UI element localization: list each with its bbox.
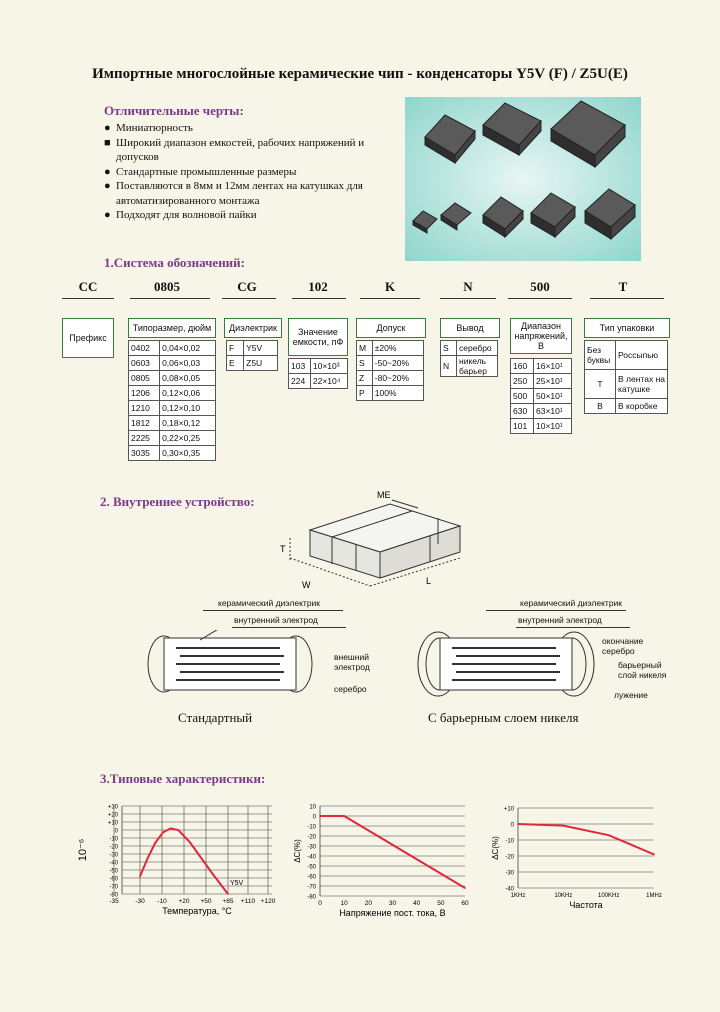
label-dielectric-left: керамический диэлектрик (218, 598, 321, 608)
label-dielectric-right: керамический диэлектрик (520, 598, 623, 608)
features-list (104, 121, 404, 223)
feature-item: ● Стандартные промышленные размеры (104, 165, 297, 178)
dim-t-label: T (280, 544, 286, 554)
code-prefix: CC (78, 279, 98, 294)
x-tick-label: 1KHz (510, 893, 526, 899)
table-row: 0805 0,08×0,05 (129, 371, 216, 386)
y-tick-label: +10 (503, 806, 514, 813)
data-point (212, 873, 214, 875)
x-tick-label: 10KHz (554, 893, 573, 899)
y-tick-label: -50 (109, 868, 118, 875)
data-point (517, 823, 519, 825)
dim-me-label: ME (377, 490, 391, 500)
data-point (189, 841, 191, 843)
data-point (162, 832, 164, 834)
data-point (155, 842, 157, 844)
x-tick-label: 10 (340, 900, 348, 907)
x-tick-label: +120 (260, 898, 276, 905)
feature-item: ● Поставляются в 8мм и 12мм лентах на катушках для автоматизированного монтажа (104, 180, 363, 207)
x-tick-label: 0 (318, 900, 322, 907)
y-tick-label: 0 (114, 828, 118, 835)
table-row: P 100% (357, 386, 424, 401)
separator (590, 298, 664, 299)
dim-l-label: L (426, 576, 432, 586)
leader-line (516, 627, 630, 628)
separator (130, 298, 210, 299)
x-tick-label: -35 (109, 898, 119, 905)
y-tick-label: -40 (109, 860, 118, 867)
x-tick-label: 40 (413, 900, 421, 907)
table-row: Z -80~20% (357, 371, 424, 386)
table-row: 1206 0,12×0,06 (129, 386, 216, 401)
code-packaging: T (618, 279, 628, 294)
y-tick-label: -30 (505, 870, 514, 877)
code-size: 0805 (154, 279, 180, 294)
data-point (653, 854, 655, 856)
table-row: 224 22×10⁴ (289, 374, 348, 389)
x-tick-label: +50 (200, 898, 212, 905)
table-row: F Y5V (227, 341, 278, 356)
code-capacitance: 102 (308, 279, 328, 294)
y-tick-label: -60 (307, 874, 316, 881)
data-point (227, 893, 229, 895)
separator (62, 298, 114, 299)
table-row: T В лентах на катушке (585, 370, 668, 399)
table-row: Без буквы Россыпью (585, 341, 668, 370)
data-point (464, 887, 466, 889)
header-size: Типоразмер, дюйм (128, 318, 216, 338)
y-tick-label: -80 (307, 894, 316, 901)
y-tick-label: +20 (107, 812, 118, 819)
section3-heading: 3.Типовые характеристики: (100, 771, 266, 786)
separator (292, 298, 346, 299)
data-point (608, 834, 610, 836)
x-axis-label: Температура, °C (162, 906, 232, 916)
table-row: 2225 0,22×0,25 (129, 431, 216, 446)
standard-cross-section (140, 630, 320, 702)
table-row: B В коробке (585, 399, 668, 414)
data-point (147, 857, 149, 859)
size-table (128, 340, 216, 461)
label-electrode-left: внутренний электрод (234, 615, 318, 625)
data-point (343, 815, 345, 817)
x-tick-label: 100KHz (597, 893, 620, 899)
x-tick-label: 1MHz (646, 893, 662, 899)
y-tick-label: -50 (307, 864, 316, 871)
data-series-line (320, 816, 465, 888)
dim-w-label: W (302, 580, 311, 590)
page-title: Импортные многослойные керамические чип - конденсаторы Y5V (F) / Z5U(E) (92, 66, 628, 82)
termination-table (440, 340, 498, 377)
series-label-y5v: Y5V (230, 880, 244, 887)
y-tick-label: -70 (109, 884, 118, 891)
table-row: S серебро (441, 341, 498, 356)
caption-nickel: С барьерным слоем никеля (428, 710, 579, 725)
x-tick-label: +110 (240, 898, 256, 905)
chart-temperature (72, 796, 292, 926)
separator (360, 298, 420, 299)
section1-heading: 1.Система обозначений: (104, 255, 245, 270)
label-silver-left: серебро (334, 684, 367, 694)
x-tick-label: 50 (437, 900, 445, 907)
y-tick-label: -10 (505, 838, 514, 845)
separator (222, 298, 276, 299)
data-point (139, 876, 141, 878)
label-barrier-right: барьерный слой никеля (618, 660, 667, 680)
y-tick-label: -70 (307, 884, 316, 891)
y-tick-label: -20 (505, 854, 514, 861)
table-row: 630 63×10¹ (511, 404, 572, 419)
label-electrode-right: внутренний электрод (518, 615, 602, 625)
code-voltage: 500 (530, 279, 550, 294)
data-point (177, 829, 179, 831)
y-tick-label: -20 (307, 834, 316, 841)
header-dielectric: Диэлектрик (224, 318, 282, 338)
packaging-table (584, 340, 668, 414)
header-termination: Вывод (440, 318, 500, 338)
data-point (563, 825, 565, 827)
y-axis-label: ΔC(%) (491, 836, 500, 860)
data-point (319, 815, 321, 817)
capacitors-photo (405, 97, 641, 261)
x-tick-label: 30 (388, 900, 397, 907)
x-tick-label: +20 (178, 898, 190, 905)
table-row: 101 10×10¹ (511, 419, 572, 434)
x-axis-label: Напряжение пост. тока, В (339, 908, 446, 918)
header-voltage: Диапазон напряжений, В (510, 318, 572, 354)
data-point (170, 828, 172, 830)
table-row: 1812 0,18×0,12 (129, 416, 216, 431)
x-tick-label: -30 (135, 898, 145, 905)
chart-voltage (290, 796, 480, 926)
x-tick-label: +85 (222, 898, 234, 905)
chip-dimension-diagram (270, 488, 490, 600)
table-row: 1210 0,12×0,10 (129, 401, 216, 416)
chart-frequency (486, 796, 666, 926)
y-tick-label: +10 (107, 820, 118, 827)
y-tick-label: -30 (109, 852, 118, 859)
y-tick-label: 10 (309, 804, 316, 811)
x-axis-label: Частота (569, 900, 603, 910)
feature-item: ● Миниатюрность (104, 122, 193, 134)
y-tick-label: +30 (107, 804, 118, 811)
code-tolerance: K (384, 279, 396, 294)
y-tick-label: -40 (307, 854, 316, 861)
x-tick-label: -10 (157, 898, 167, 905)
x-tick-label: 20 (364, 900, 372, 907)
table-row: M ±20% (357, 341, 424, 356)
y-tick-label: -10 (307, 824, 316, 831)
feature-item: ■ Широкий диапазон емкостей, рабочих напряжений и допусков (104, 136, 365, 163)
dielectric-table (226, 340, 278, 371)
leader-line (486, 610, 626, 611)
leader-line (232, 627, 346, 628)
header-packaging: Тип упаковки (584, 318, 670, 338)
table-row: 103 10×10³ (289, 359, 348, 374)
table-row: 0402 0,04×0,02 (129, 341, 216, 356)
x-tick-label: 60 (461, 900, 469, 907)
table-row: 250 25×10¹ (511, 374, 572, 389)
table-row: 500 50×10¹ (511, 389, 572, 404)
code-termination: N (463, 279, 473, 294)
section2-heading: 2. Внутреннее устройство: (100, 494, 255, 509)
header-prefix: Префикс (62, 318, 114, 358)
header-tolerance: Допуск (356, 318, 426, 338)
y-tick-label: -30 (307, 844, 316, 851)
y-tick-label: -40 (505, 886, 514, 893)
data-series-line (518, 824, 654, 854)
separator (440, 298, 496, 299)
data-point (200, 857, 202, 859)
table-row: 0603 0,06×0,03 (129, 356, 216, 371)
nickel-barrier-cross-section (414, 628, 600, 704)
y-axis-label: ΔC(%) (293, 839, 302, 863)
y-tick-label: -10 (109, 836, 118, 843)
capacitance-table (288, 358, 348, 389)
table-row: 160 16×10¹ (511, 359, 572, 374)
table-row: 3035 0,30×0,35 (129, 446, 216, 461)
features-heading: Отличительные черты: (104, 103, 244, 118)
voltage-table (510, 358, 572, 434)
label-ending-right: окончание серебро (602, 636, 644, 656)
table-row: S -50~20% (357, 356, 424, 371)
label-tin-right: лужение (614, 690, 648, 700)
header-capacitance: Значение емкости, пФ (288, 318, 348, 356)
table-row: N никель барьер (441, 356, 498, 377)
y-tick-label: -80 (109, 892, 118, 899)
separator (508, 298, 572, 299)
y-tick-label: 0 (510, 822, 514, 829)
table-row: E Z5U (227, 356, 278, 371)
tolerance-table (356, 340, 424, 401)
leader-line (203, 610, 343, 611)
y-tick-label: 0 (312, 814, 316, 821)
y-axis-label: 10⁻⁶ (77, 838, 89, 862)
caption-standard: Стандартный (178, 710, 253, 725)
feature-item: ● Подходят для волновой пайки (104, 209, 257, 221)
label-external-left: внешний электрод (334, 652, 370, 672)
code-dielectric: CG (237, 279, 257, 294)
y-tick-label: -20 (109, 844, 118, 851)
y-tick-label: -60 (109, 876, 118, 883)
